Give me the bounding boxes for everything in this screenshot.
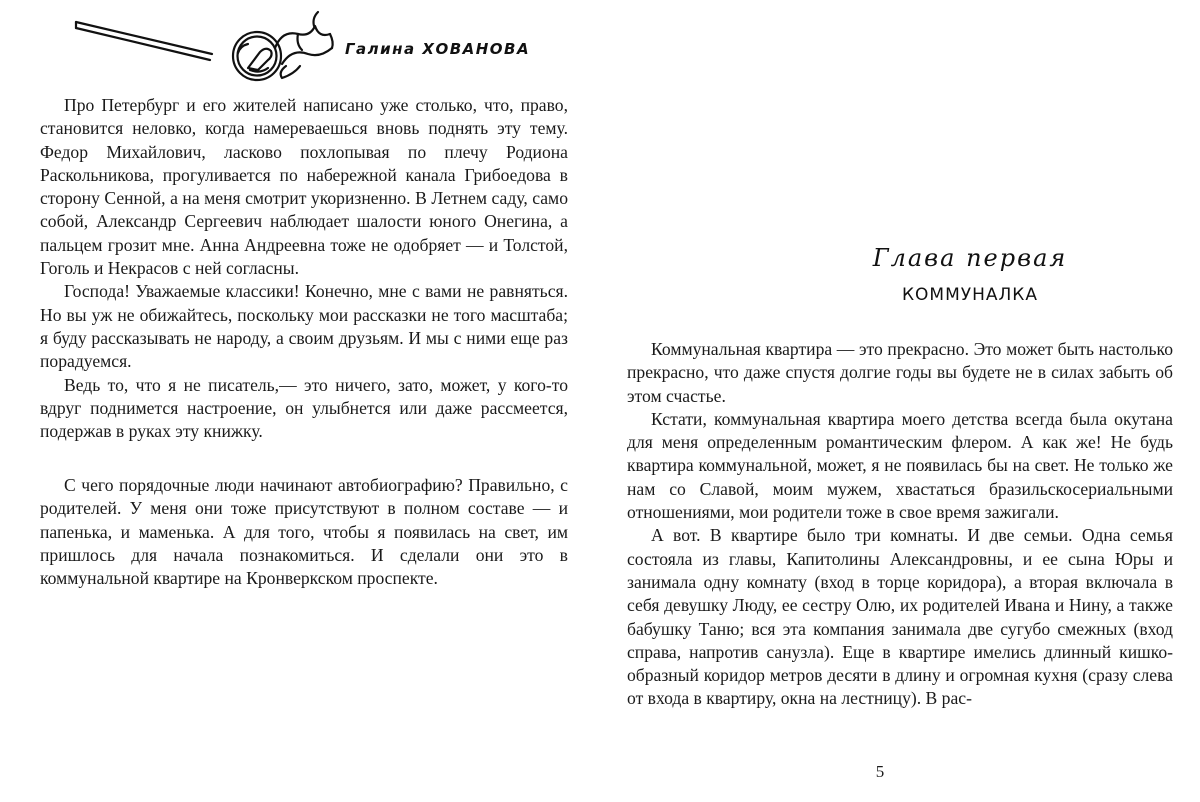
author-name: Галина ХОВАНОВА: [345, 40, 531, 58]
left-text-block-2: [40, 474, 568, 590]
paragraph: Коммунальная квартира — это прекрасно. Это может быть настолько прекрасно, что даже спустя долгие годы вы будете не в силах забыть об этом счастье.: [627, 339, 1173, 406]
paragraph: А вот. В квартире было три комнаты. И две семьи. Одна семья состояла из главы, Капитолины Александровны, и ее сына Юры и занимала одну комнату (вход в торце коридора), а вторая включала в себя девушку Люду, ее сестру Олю, их родителей Ивана и Нину, а также бабушку Таню; вся эта компания занимала две сугубо смежных (вход справа, напротив санузла). Еще в квартире имелись длинный кишкообразный коридор метров десяти в длину и огромная кухня (сразу слева от входа в квартиру, окна на лестницу). В рас-: [627, 525, 1173, 709]
chapter-subtitle: КОММУНАЛКА: [901, 285, 1039, 305]
right-page: [600, 0, 1200, 802]
chapter-title: Глава первая: [872, 244, 1068, 272]
paragraph: Ведь то, что я не писатель,— это ничего, зато, может, у кого-то вдруг поднимется настроение, он улыбнется или даже рассмеется, подержав в руках эту книжку.: [40, 374, 568, 442]
magnifying-glass-icon: [72, 8, 337, 83]
paragraph: С чего порядочные люди начинают автобиографию? Правильно, с родителей. У меня они тоже присутствуют в полном составе — и папенька, и маменька. А для того, чтобы я появилась на свет, им пришлось для начала познакомиться. И сделали они это в коммунальной квартире на Кронверкском проспекте.: [40, 475, 568, 589]
paragraph: Кстати, коммунальная квартира моего детства всегда была окутана для меня определенным романтическим флером. А как же! Не будь квартира коммунальной, может, я не появилась бы на свет. Не только же нам со Славой, моим мужем, хвастаться бразильскосериальными отношениями, мои родители тоже в свое время зажигали.: [627, 408, 1173, 523]
page-number: 5: [875, 762, 885, 781]
paragraph: Про Петербург и его жителей написано уже столько, что, право, становится неловко, когда намереваешься вновь поднять эту тему. Федор Михайлович, ласково похлопывая по плечу Родиона Раскольникова, прогуливается по набережной канала Грибоедова в сторону Сенной, а на меня смотрит укоризненно. В Летнем саду, само собой, Александр Сергеевич наблюдает шалости юного Онегина, а пальцем грозит мне. Анна Андреевна тоже не одобряет — и Толстой, Гоголь и Некрасов с ней согласны.: [40, 95, 568, 279]
left-text-block-1: [40, 94, 568, 443]
paragraph: Господа! Уважаемые классики! Конечно, мне с вами не равняться. Но вы уж не обижайтесь, поскольку мои рассказки не того масштаба; я буду рассказывать не народу, а своим друзьям. И мы с ними еще раз порадуемся.: [40, 281, 568, 372]
right-text-block: [627, 338, 1173, 711]
